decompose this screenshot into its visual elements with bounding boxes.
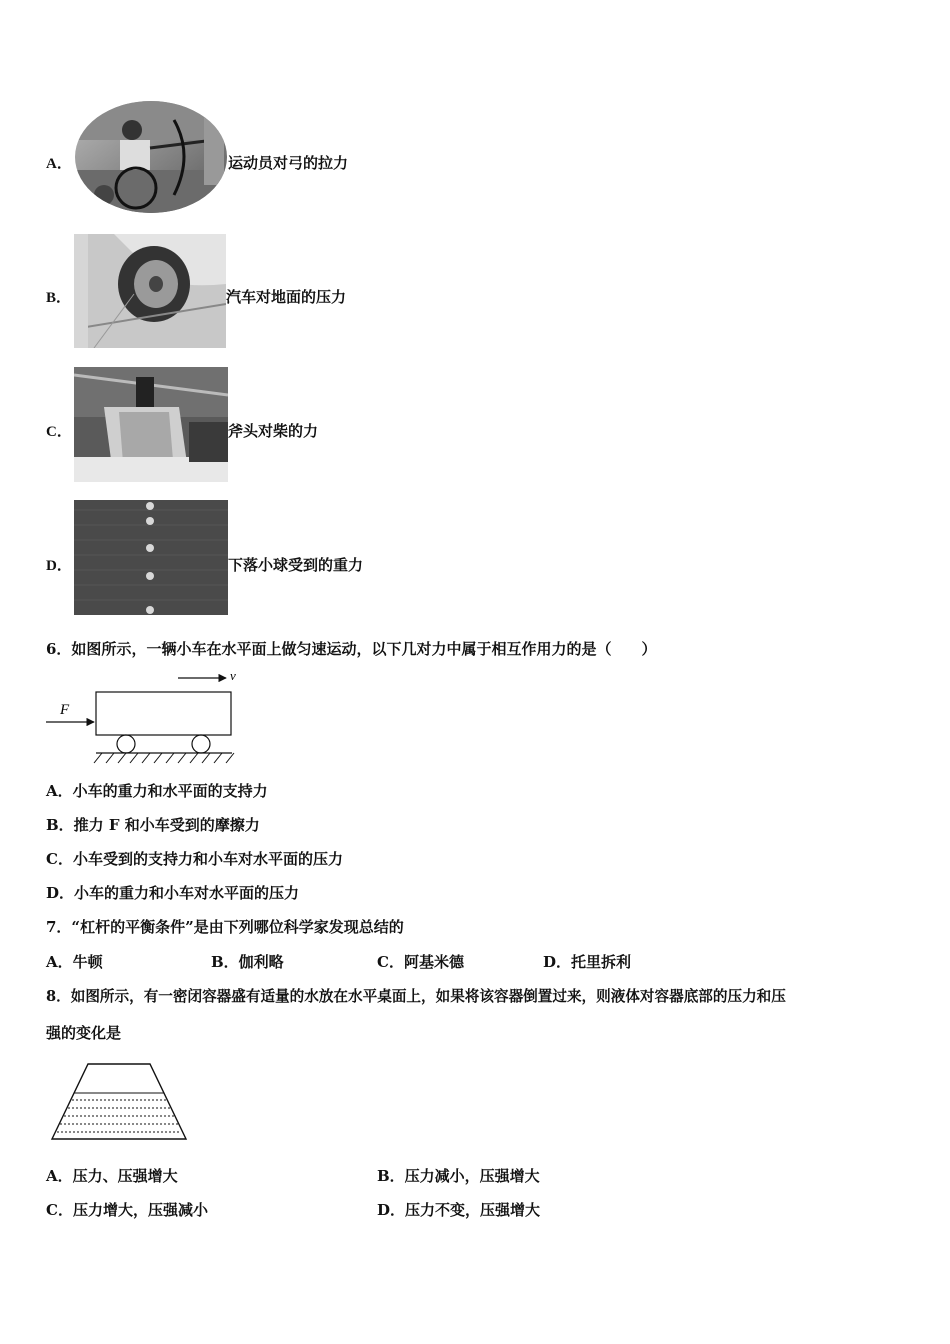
option-a: A．牛顿 [46, 953, 103, 971]
option-c: C．阿基米德 [377, 953, 464, 971]
axe-wood-photo [74, 367, 228, 482]
option-d: D．托里拆利 [543, 953, 632, 971]
cart-diagram [44, 668, 244, 768]
car-wheel-photo [74, 234, 226, 348]
option-letter: B． [46, 290, 72, 306]
archer-photo [74, 100, 228, 215]
option-letter: A． [46, 156, 72, 172]
option-a: A．压力、压强增大 [46, 1167, 178, 1185]
ground-hatching [94, 753, 234, 763]
option-text: 斧头对柴的力 [228, 422, 319, 440]
velocity-label: v [230, 668, 236, 683]
force-label: F [60, 702, 70, 718]
question-stem: 7．“杠杆的平衡条件”是由下列哪位科学家发现总结的 [46, 918, 404, 936]
question-stem: 6．如图所示，一辆小车在水平面上做匀速运动，以下几对力中属于相互作用力的是（ ） [46, 640, 657, 658]
falling-ball-photo [74, 500, 228, 615]
trapezoid-container [52, 1064, 186, 1139]
cart-wheel [192, 735, 210, 753]
container-diagram [48, 1062, 190, 1144]
option-text: 汽车对地面的压力 [226, 288, 347, 306]
option-d: D．小车的重力和小车对水平面的压力 [46, 884, 300, 902]
option-b: B．伽利略 [211, 953, 284, 971]
question-stem-line1: 8．如图所示，有一密闭容器盛有适量的水放在水平桌面上，如果将该容器倒置过来，则液体对容器底部的压力和压 [46, 988, 786, 1005]
option-text: 运动员对弓的拉力 [228, 154, 349, 172]
question-stem-line2: 强的变化是 [46, 1024, 122, 1042]
option-letter: C． [46, 424, 72, 440]
cart-wheel [117, 735, 135, 753]
option-letter: D． [46, 558, 72, 574]
option-c: C．小车受到的支持力和小车对水平面的压力 [46, 850, 343, 868]
water-dashes [57, 1100, 181, 1132]
option-text: 下落小球受到的重力 [228, 556, 364, 574]
option-b: B．压力减小，压强增大 [377, 1167, 540, 1185]
cart-body [96, 692, 231, 735]
option-c: C．压力增大，压强减小 [46, 1201, 208, 1219]
option-a: A．小车的重力和水平面的支持力 [46, 782, 268, 800]
option-d: D．压力不变，压强增大 [377, 1201, 541, 1219]
option-b: B．推力 F 和小车受到的摩擦力 [46, 816, 260, 834]
